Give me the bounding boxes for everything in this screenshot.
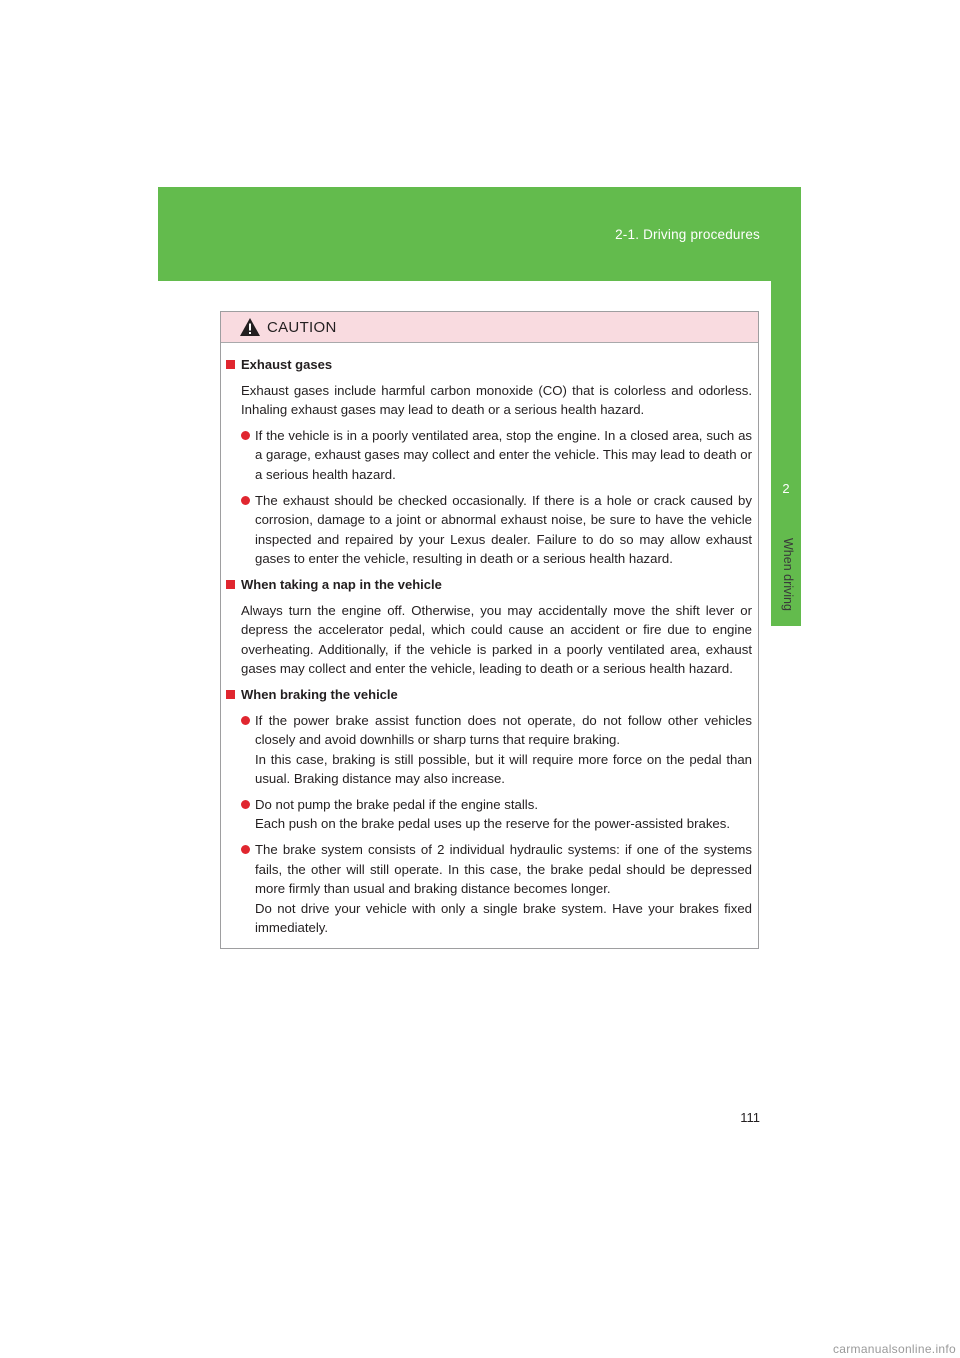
section-paragraph: Exhaust gases include harmful carbon monoxide (CO) that is colorless and odorless. Inhaling exhaust gases may lead to death or a serious health hazard. xyxy=(241,382,752,418)
caution-header xyxy=(221,312,758,343)
list-item: The brake system consists of 2 individual hydraulic systems: if one of the systems fails, the other will still operate. In this case, the brake pedal should be depressed more firmly than usual and braking distance becomes longer. Do not drive your vehicle with only a single brake system. Have your brakes fixed immediately. xyxy=(241,840,752,938)
square-bullet-icon xyxy=(226,360,235,369)
caution-label: CAUTION xyxy=(267,318,337,336)
round-bullet-icon xyxy=(241,496,250,505)
warning-triangle-icon xyxy=(239,317,261,337)
round-bullet-icon xyxy=(241,431,250,440)
section-paragraph: Always turn the engine off. Otherwise, you may accidentally move the shift lever or depress the accelerator pedal, which could cause an accident or fire due to engine overheating. Additionally, if the vehicle is parked in a poorly ventilated area, exhaust gases may collect and enter the vehicle, leading to death or a serious health hazard. xyxy=(241,602,752,677)
watermark: carmanualsonline.info xyxy=(832,1342,956,1356)
list-item: If the power brake assist function does not operate, do not follow other vehicles closely and avoid downhills or sharp turns that require braking. In this case, braking is still possible, but it will require more force on the pedal than usual. Braking distance may also increase. xyxy=(241,711,752,789)
section-heading: When taking a nap in the vehicle xyxy=(224,575,752,595)
caution-box xyxy=(220,311,759,949)
section-heading: When braking the vehicle xyxy=(224,685,752,705)
round-bullet-icon xyxy=(241,845,250,854)
list-item: If the vehicle is in a poorly ventilated area, stop the engine. In a closed area, such as a garage, exhaust gases may collect and enter the vehicle. This may lead to death or a serious health hazard. xyxy=(241,426,752,485)
header-bar xyxy=(158,187,801,281)
list-item: The exhaust should be checked occasionally. If there is a hole or crack caused by corrosion, damage to a joint or abnormal exhaust noise, be sure to have the vehicle inspected and repaired by your Lexus dealer. Failure to do so may allow exhaust gases to enter the vehicle, resulting in death or a serious health hazard. xyxy=(241,491,752,569)
list-item: Do not pump the brake pedal if the engine stalls. Each push on the brake pedal uses up the reserve for the power-assisted brakes. xyxy=(241,795,752,834)
page-number: 111 xyxy=(740,1110,760,1125)
round-bullet-icon xyxy=(241,800,250,809)
square-bullet-icon xyxy=(226,580,235,589)
caution-body xyxy=(221,343,758,938)
section-heading: Exhaust gases xyxy=(224,355,752,375)
chapter-title: When driving xyxy=(781,538,795,611)
square-bullet-icon xyxy=(226,690,235,699)
chapter-number: 2 xyxy=(782,481,790,496)
round-bullet-icon xyxy=(241,716,250,725)
section-title: 2-1. Driving procedures xyxy=(615,227,760,242)
